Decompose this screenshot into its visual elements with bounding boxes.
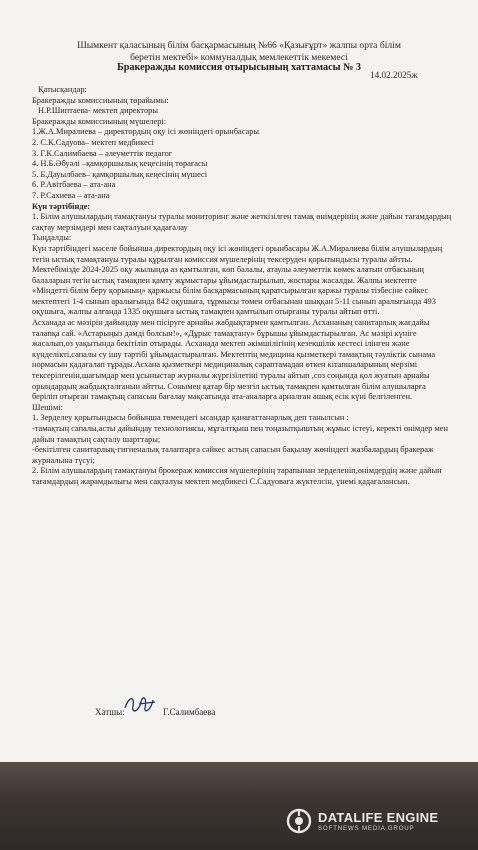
watermark-subtitle: SOFTNEWS MEDIA GROUP [318, 825, 415, 832]
member-item: 5. Б.Дауылбаев– қамқоршылық кеңесінің мүшесі [32, 169, 208, 179]
chair-name: Н.Р.Шиптаева- мектеп директоры [38, 106, 158, 116]
member-item: 2. С.К.Садуова– мектеп медбикесі [32, 137, 154, 147]
decision-item: -тамақтың сапалы,асты дайындау технологиясы, мұғалтқыш пен тоңазытқыштың жұмыс істеуі, керекті өнімдер мен дайын тамақтың сақталу шарттары; [32, 424, 448, 444]
datalife-logo-icon [286, 808, 312, 834]
watermark [286, 808, 438, 834]
header-line-1: Шымкент қаласының білім басқармасының №66 «Қазығұрт» жалпы орта білім [77, 40, 401, 51]
present-label: Қатысқандар: [38, 85, 87, 94]
document-title: Бракеражды комиссия отырысының хаттамасы № 3 [117, 62, 361, 73]
decision-item: -бекітілген санитарлық-гигиеналық талаптарға сәйкес астың сапасын бақылау жөніндегі жазбалардың бракераж журналына түсуі; [32, 445, 434, 465]
heard-label: Тыңдалды: [32, 233, 72, 243]
report-paragraph: Күн тәртібіндегі мәселе бойынша директордың оқу ісі жөніндегі орынбасары Ж.А.Миралиева білім алушылардың тегін ыстық тамақтануы туралы құрылған комиссия мүшелерінің тексеруден қорытындысы туралы айтты. [32, 243, 443, 264]
document-date: 14.02.2025ж [370, 70, 418, 80]
document-body [32, 85, 452, 488]
signature-name: Г.Салимбаева [163, 707, 216, 717]
member-item: 4. Н.Б.Әбуәлі –қамқоршылық кеңесінің төрағасы [32, 159, 208, 169]
document-header [0, 40, 478, 64]
member-item: 1.Ж.А.Миралиева – директордың оқу ісі жөніндегі орынбасары [32, 127, 260, 137]
report-paragraph: Асханада ас мәзірін дайындау мен пісіруге арнайы жабдықтармен қамтылған. Асхананың санитарлық жағдайы талапқа сай. «Астарыңыз дәмді болсын!», «Дұрыс тамақтану» бұрышы ұйымдастырылған. Ас мәзірі күнiге жасалып,оз уақытында бекітіліп отырады. Асханада мектеп әкімшілігінің кезекшілік кестесі ілінген және күнделікті,сапалы су ішу тәртібі ұйымдастырылған. Мектептің медицина қызметкері тамақтың тәуліктік сынама нормасын қадағалап тұрады.Асхана қызметкері медициналық сараптамадан өткен кітапшаларының мерзімі тексерілгенін,шағымдар мен ұсыныстар журналы жүргізілетіні туралы айтып ,соз соңында қол жуатын арнайы орындардың жабдықталғанын айтты. Сонымен қатар бір мезгіл ыстық тамақпен қамтылған білім алушыларға беріліп отырған тамақтың сапасын бағалау мақсатында ата-аналарға арналған ашық есік күні белгіленген. [32, 318, 436, 402]
signature-line [95, 707, 215, 717]
signature-label: Хатшы: [95, 707, 125, 717]
members-label: Бракеражды комиссиының мүшелері: [32, 116, 167, 126]
member-item: 6. Р.Авітбаева – ата-ана [32, 180, 116, 190]
decision-item: 1. Зерделеу қорытындысы бойынша төмендегі ысандар қанағаттанарлық деп танылсын : [32, 413, 349, 423]
report-paragraph: Мектебімізде 2024-2025 оқу жылында аз қамтылған, көп балалы, атаулы әлеуметтік көмек алатын отбасының балаларын тегін ыстық тамақпен қамту жұмыстары ұйымдастырылып, жоспары жасалды. Жалпы мектепте «Міндетті білім беру қорының» қаржысы білім басқармасының қаратсырылған қаржы туралы тізбесіне сәйкес мектептегі 1-4 сынып аралығында 842 оқушыға, тұрмысы төмен отбасынан шыққан 5-11 сынып аралығында 493 оқушыға, жалпы алғанда 1335 оқушыға ыстық тамақпен қамтылып отырғаны туралы айтып өтті. [32, 265, 436, 317]
member-item: 3. Г.К.Салимбаева – әлеуметтік педагог [32, 148, 173, 158]
agenda-item: 1. Білім алушылардың тамақтануы туралы мониторинг және жеткізілген тамақ өнімдерінің және дайын тағамдардың сақтау мерзімдері мен сақталуын қадағалау [32, 212, 452, 232]
background-surface [0, 762, 478, 850]
decision-label: Шешімі: [32, 402, 63, 412]
decision-item: 2. Білім алушылардың тамақтануы брокераж комиссия мүшелерінің тарапынан зерделеніп,өнімдердің және дайын тағамдардың жарамдылығы мен сақталуы мектеп медбикесі С.Садуоваға жүктелсін, үнемі қадағалансын. [32, 466, 442, 486]
watermark-title: DATALIFE ENGINE [318, 810, 439, 825]
member-item: 7. Р.Сахиева – ата-ана [32, 190, 110, 200]
chair-label: Бракеражды комиссиының төрайымы: [32, 95, 169, 105]
header-line-2: беретін мектебі» коммуналдық мемлекеттік мекемесі [130, 52, 348, 63]
agenda-label: Күн тәртібінде: [32, 201, 91, 211]
